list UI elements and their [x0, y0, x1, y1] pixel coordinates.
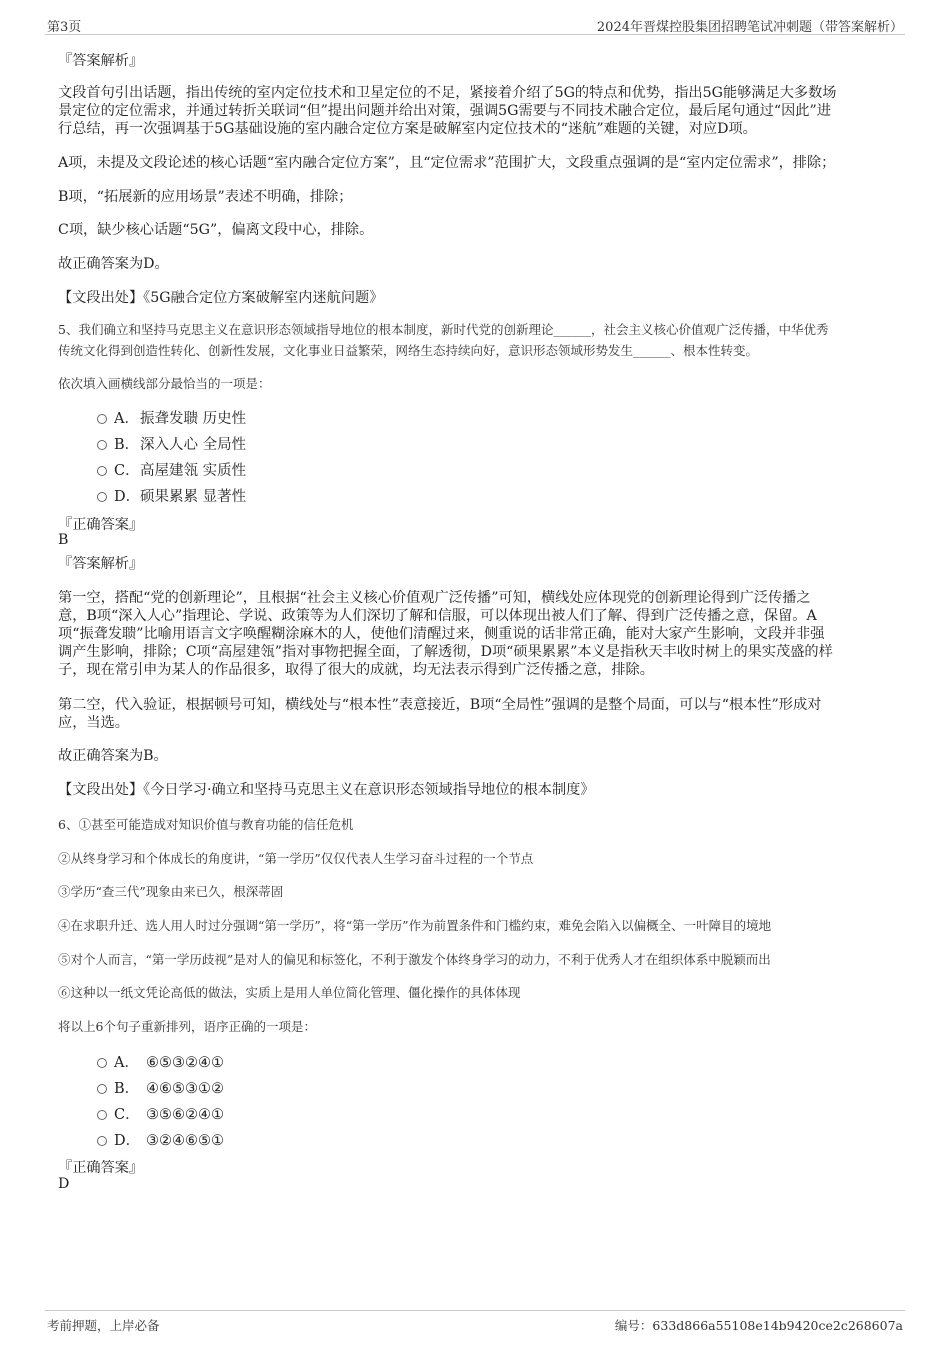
- document-id: 编号：633d866a55108e14b9420ce2c268607a: [614, 1318, 903, 1333]
- option-text: ④⑥⑤③①②: [146, 1081, 224, 1097]
- option-text: ③②④⑥⑤①: [146, 1133, 224, 1149]
- q5-source: 【文段出处】《今日学习·确立和坚持马克思主义在意识形态领域指导地位的根本制度》: [58, 782, 595, 798]
- q5-analysis-line: 项“振聋发聩”比喻用语言文字唤醒糊涂麻木的人，使他们清醒过来，侧重说的话非常正确，能对大家产生影响，文段并非强: [58, 626, 825, 642]
- option-key: C．: [114, 1107, 140, 1123]
- q5-answer: B: [58, 532, 69, 548]
- option-text: 振聋发聩 历史性: [140, 411, 247, 427]
- q5-analysis2-line: 第二空，代入验证，根据顿号可知，横线处与“根本性”表意接近，B项“全局性”强调的是整个局面，可以与“根本性”形成对: [58, 697, 822, 713]
- option-text: ⑥⑤③②④①: [146, 1055, 224, 1071]
- q6-option-a[interactable]: [114, 1051, 224, 1072]
- q5-prompt: 依次填入画横线部分最恰当的一项是：: [58, 376, 271, 391]
- q6-option-d[interactable]: [114, 1129, 224, 1150]
- q6-sentence: 6、①甚至可能造成对知识价值与教育功能的信任危机: [58, 817, 354, 832]
- q6-sentence: ⑥这种以一纸文凭论高低的做法，实质上是用人单位简化管理、僵化操作的具体体现: [58, 985, 521, 1000]
- footer-slogan: 考前押题，上岸必备: [47, 1318, 160, 1333]
- q5-analysis-line: 子，现在常引申为某人的作品很多，取得了很大的成就，均无法表示得到广泛传播之意，排除。: [58, 662, 654, 678]
- option-text: 高屋建瓴 实质性: [140, 463, 247, 479]
- q4-source: 【文段出处】《5G融合定位方案破解室内迷航问题》: [58, 290, 384, 306]
- q5-analysis-line: 意，B项“深入人心”指理论、学说、政策等为人们深切了解和信服，可以体现出被人们了解、得到广泛传播之意，保留。A: [58, 608, 817, 624]
- option-key: B．: [114, 437, 140, 453]
- q4-analysis-line: 文段首句引出话题，指出传统的室内定位技术和卫星定位的不足，紧接着介绍了5G的特点和优势，指出5G能够满足大多数场: [58, 85, 837, 101]
- q5-answer-label: 『正确答案』: [58, 517, 144, 533]
- option-key: A．: [114, 1055, 139, 1071]
- q6-option-c-radio[interactable]: [97, 1110, 107, 1120]
- q5-option-d[interactable]: [114, 485, 246, 506]
- q5-analysis-label: 『答案解析』: [58, 556, 144, 572]
- q6-option-a-radio[interactable]: [97, 1058, 107, 1068]
- q5-option-c-radio[interactable]: [97, 466, 107, 476]
- option-text: ③⑤⑥②④①: [146, 1107, 224, 1123]
- q4-option-c-note: C项，缺少核心话题“5G”，偏离文段中心，排除。: [58, 222, 374, 238]
- page-footer: [45, 1310, 905, 1333]
- q5-option-a-radio[interactable]: [97, 414, 107, 424]
- q5-stem-line: 5、我们确立和坚持马克思主义在意识形态领域指导地位的根本制度，新时代党的创新理论______，社会主义核心价值观广泛传播，中华优秀: [58, 322, 829, 337]
- q6-option-b-radio[interactable]: [97, 1084, 107, 1094]
- page-number: 第3页: [47, 20, 82, 35]
- page-header: [45, 14, 905, 35]
- q5-analysis-line: 第一空，搭配“党的创新理论”，且根据“社会主义核心价值观广泛传播”可知，横线处应体现党的创新理论得到广泛传播之: [58, 590, 811, 606]
- option-key: D．: [114, 489, 141, 505]
- q6-answer: D: [58, 1176, 70, 1192]
- q6-option-b[interactable]: [114, 1077, 224, 1098]
- q6-answer-label: 『正确答案』: [58, 1160, 144, 1176]
- q4-option-b-note: B项，“拓展新的应用场景”表述不明确，排除；: [58, 189, 353, 205]
- q6-sentence: ⑤对个人而言，“第一学历歧视”是对人的偏见和标签化，不利于激发个体终身学习的动力，不利于优秀人才在组织体系中脱颖而出: [58, 952, 771, 967]
- q4-analysis-line: 景定位的定位需求，并通过转折关联词“但”提出问题并给出对策，强调5G需要与不同技术融合定位，最后尾句通过“因此”进: [58, 103, 831, 119]
- q5-option-b[interactable]: [114, 433, 246, 454]
- q6-option-d-radio[interactable]: [97, 1136, 107, 1146]
- q6-sentence: ④在求职升迁、选人用人时过分强调“第一学历”，将“第一学历”作为前置条件和门槛约束，难免会陷入以偏概全、一叶障目的境地: [58, 918, 772, 933]
- option-key: C．: [114, 463, 140, 479]
- option-text: 深入人心 全局性: [140, 437, 247, 453]
- option-key: D．: [114, 1133, 141, 1149]
- q6-sentence: ③学历“查三代”现象由来已久，根深蒂固: [58, 884, 284, 899]
- q5-option-b-radio[interactable]: [97, 440, 107, 450]
- option-text: 硕果累累 显著性: [140, 489, 247, 505]
- q6-prompt: 将以上6个句子重新排列，语序正确的一项是：: [58, 1019, 316, 1034]
- q5-conclusion: 故正确答案为B。: [58, 748, 168, 764]
- q4-option-a-note: A项，未提及文段论述的核心话题“室内融合定位方案”，且“定位需求”范围扩大，文段重点强调的是“室内定位需求”，排除；: [58, 155, 836, 171]
- q5-option-c[interactable]: [114, 459, 246, 480]
- q6-option-c[interactable]: [114, 1103, 224, 1124]
- q6-sentence: ②从终身学习和个体成长的角度讲，“第一学历”仅仅代表人生学习奋斗过程的一个节点: [58, 851, 534, 866]
- q4-analysis-line: 行总结，再一次强调基于5G基础设施的室内融合定位方案是破解室内定位技术的“迷航”难题的关键，对应D项。: [58, 121, 757, 137]
- q5-stem-line: 传统文化得到创造性转化、创新性发展，文化事业日益繁荣，网络生态持续向好，意识形态领域形势发生______、根本性转变。: [58, 343, 759, 358]
- option-key: A．: [114, 411, 139, 427]
- q5-analysis-line: 调产生影响，排除；C项“高屋建瓴”指对事物把握全面，了解透彻，D项“硕果累累”本义是指秋天丰收时树上的果实茂盛的样: [58, 644, 833, 660]
- q5-option-a[interactable]: [114, 407, 246, 428]
- document-title: 2024年晋煤控股集团招聘笔试冲刺题（带答案解析）: [596, 20, 903, 35]
- option-key: B．: [114, 1081, 140, 1097]
- q4-analysis-label: 『答案解析』: [58, 53, 144, 69]
- q4-conclusion: 故正确答案为D。: [58, 256, 169, 272]
- q5-option-d-radio[interactable]: [97, 492, 107, 502]
- q5-analysis2-line: 应，当选。: [58, 715, 129, 731]
